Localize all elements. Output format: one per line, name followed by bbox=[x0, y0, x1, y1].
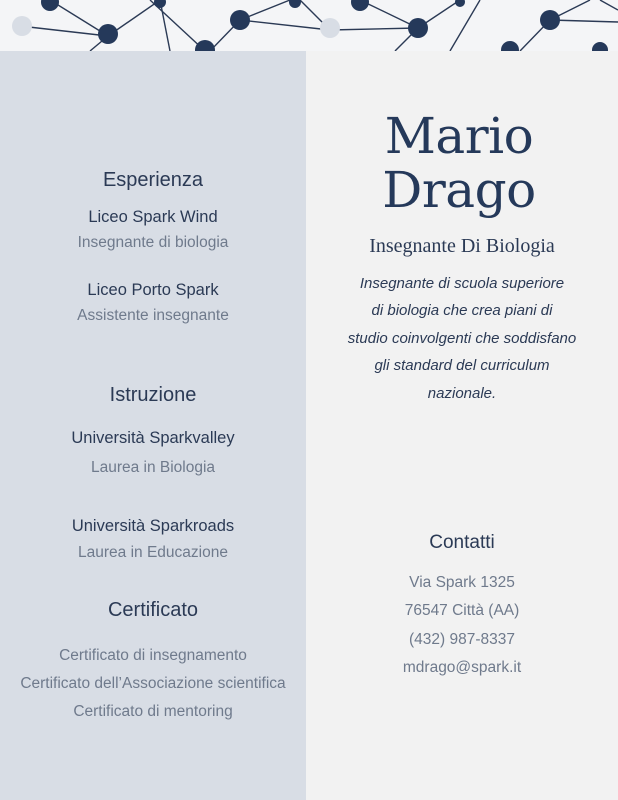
education-degree-2: Laurea in Educazione bbox=[78, 544, 228, 561]
bio-line-3: studio coinvolgenti che soddisfano bbox=[347, 330, 577, 347]
contact-address: Via Spark 1325 bbox=[409, 574, 515, 591]
contact-email[interactable]: mdrago@spark.it bbox=[402, 659, 522, 676]
certificate-1: Certificato di insegnamento bbox=[59, 647, 247, 664]
education-place-2: Università Sparkroads bbox=[71, 517, 235, 535]
education-place-1: Università Sparkvalley bbox=[71, 429, 235, 447]
left-panel bbox=[0, 51, 306, 800]
experience-role-2: Assistente insegnante bbox=[77, 307, 229, 324]
certificates-title: Certificato bbox=[107, 599, 199, 621]
bio-line-5: nazionale. bbox=[427, 385, 497, 402]
job-title: Insegnante Di Biologia bbox=[369, 235, 555, 257]
contacts-title: Contatti bbox=[429, 532, 495, 553]
experience-role-1: Insegnante di biologia bbox=[77, 234, 229, 251]
name-first: Mario bbox=[384, 107, 534, 165]
education-degree-1: Laurea in Biologia bbox=[90, 459, 216, 476]
experience-title: Esperienza bbox=[102, 169, 204, 191]
certificate-2: Certificato dell’Associazione scientifica bbox=[20, 675, 286, 692]
experience-place-1: Liceo Spark Wind bbox=[88, 208, 218, 226]
education-title: Istruzione bbox=[109, 384, 197, 406]
bio-line-1: Insegnante di scuola superiore bbox=[359, 275, 565, 292]
name-last: Drago bbox=[382, 161, 536, 219]
experience-place-2: Liceo Porto Spark bbox=[87, 281, 219, 299]
decorative-banner bbox=[0, 0, 618, 51]
molecule-pattern-icon bbox=[0, 0, 618, 51]
bio-line-4: gli standard del curriculum bbox=[374, 357, 550, 374]
contact-city: 76547 Città (AA) bbox=[404, 602, 520, 619]
certificate-3: Certificato di mentoring bbox=[73, 703, 233, 720]
right-panel bbox=[306, 51, 618, 800]
contact-phone: (432) 987-8337 bbox=[409, 631, 515, 648]
bio-line-2: di biologia che crea piani di bbox=[371, 302, 553, 319]
